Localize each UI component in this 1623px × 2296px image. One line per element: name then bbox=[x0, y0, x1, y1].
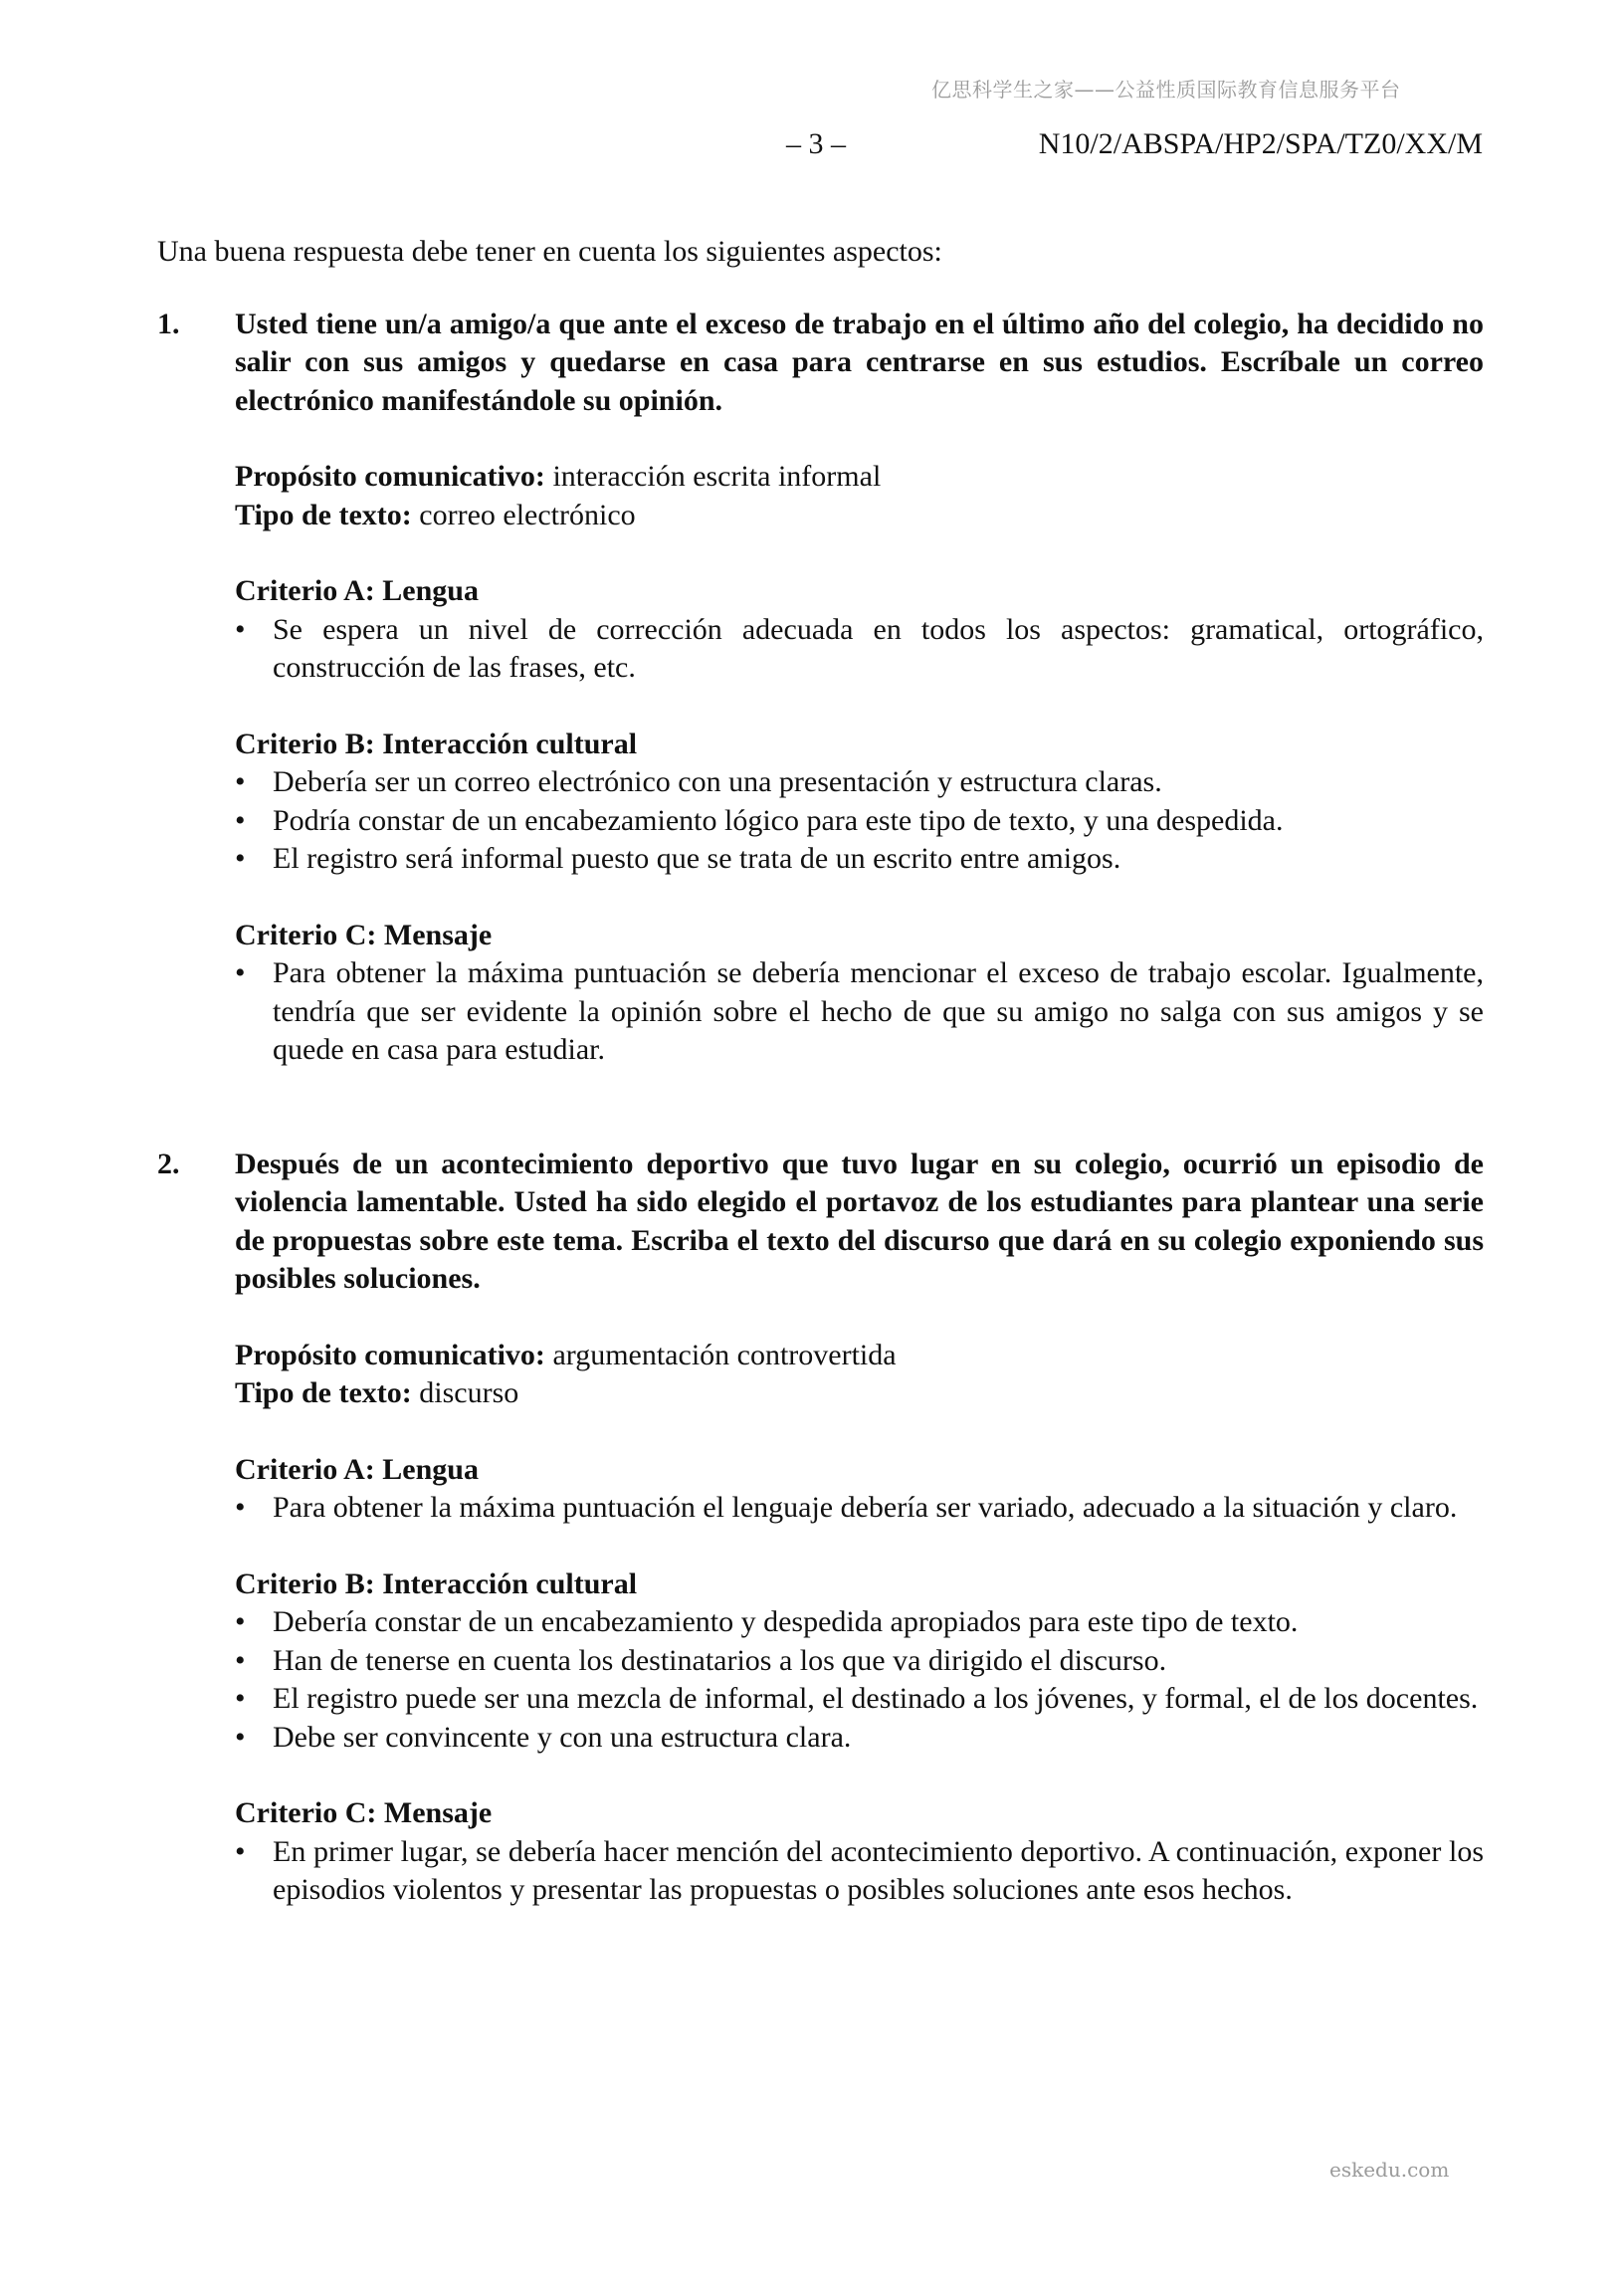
bullet-text: Para obtener la máxima puntuación se debería mencionar el exceso de trabajo escolar. Igualmente, tendría que ser evidente la opinión sobre el hecho de que su amigo no salga con sus amigos y se quede en casa para estudiar. bbox=[273, 956, 1484, 1066]
question-1 bbox=[157, 306, 1484, 1108]
question-prompt: Después de un acontecimiento deportivo que tuvo lugar en su colegio, ocurrió un episodio de violencia lamentable. Usted ha sido elegido el portavoz de los estudiantes para plantear una serie de propuestas sobre este tema. Escriba el texto del discurso que dará en su colegio exponiendo sus posibles soluciones. bbox=[235, 1147, 1484, 1295]
document-code: N10/2/ABSPA/HP2/SPA/TZ0/XX/M bbox=[1038, 127, 1483, 160]
bullet-item bbox=[235, 611, 1484, 688]
bullet-text: En primer lugar, se debería hacer mención del acontecimiento deportivo. A continuación, exponer los episodios violentos y presentar las propuestas o posibles soluciones ante esos hechos. bbox=[273, 1834, 1484, 1906]
bullet-icon: • bbox=[235, 803, 246, 837]
bullet-item bbox=[235, 1603, 1484, 1642]
criterion-title: Criterio A: Lengua bbox=[235, 574, 479, 607]
bullet-icon: • bbox=[235, 612, 246, 646]
bullet-item bbox=[235, 1489, 1484, 1528]
bullet-item bbox=[235, 1719, 1484, 1758]
markscheme-content bbox=[157, 233, 1484, 1948]
criterion-b bbox=[235, 726, 1484, 879]
text-type-label: Tipo de texto: bbox=[235, 498, 412, 531]
watermark-bottom: eskedu.com bbox=[1329, 2158, 1450, 2182]
purpose-line bbox=[235, 458, 1484, 497]
criterion-title: Criterio B: Interacción cultural bbox=[235, 1566, 638, 1600]
bullet-text: Para obtener la máxima puntuación el lenguaje debería ser variado, adecuado a la situación y claro. bbox=[273, 1491, 1458, 1524]
criterion-title: Criterio C: Mensaje bbox=[235, 918, 493, 951]
purpose-value: interacción escrita informal bbox=[544, 460, 882, 493]
criterion-c bbox=[235, 917, 1484, 1070]
bullet-item bbox=[235, 954, 1484, 1070]
bullet-text: Debe ser convincente y con una estructura clara. bbox=[273, 1720, 852, 1754]
criterion-bullets bbox=[235, 763, 1484, 879]
bullet-item bbox=[235, 763, 1484, 802]
criterion-c bbox=[235, 1794, 1484, 1910]
bullet-text: Han de tenerse en cuenta los destinatarios a los que va dirigido el discurso. bbox=[273, 1643, 1167, 1677]
bullet-icon: • bbox=[235, 1491, 246, 1524]
criterion-title: Criterio B: Interacción cultural bbox=[235, 727, 638, 760]
criterion-bullets bbox=[235, 1603, 1484, 1757]
criterion-a bbox=[235, 572, 1484, 688]
question-number: 1. bbox=[157, 307, 180, 340]
bullet-icon: • bbox=[235, 842, 246, 875]
purpose-label: Propósito comunicativo: bbox=[235, 1338, 545, 1371]
bullet-text: Se espera un nivel de corrección adecuada en todos los aspectos: gramatical, ortográfico, construcción de las frases, etc. bbox=[273, 612, 1484, 684]
text-type-line bbox=[235, 1374, 1484, 1413]
bullet-icon: • bbox=[235, 1643, 246, 1677]
bullet-icon: • bbox=[235, 1720, 246, 1754]
page-number: – 3 – bbox=[786, 127, 846, 160]
purpose-line bbox=[235, 1337, 1484, 1375]
purpose-value: argumentación controvertida bbox=[544, 1338, 897, 1371]
criterion-a bbox=[235, 1451, 1484, 1528]
question-spacer bbox=[157, 1108, 1484, 1146]
question-prompt: Usted tiene un/a amigo/a que ante el exceso de trabajo en el último año del colegio, ha decidido no salir con sus amigos y quedarse en casa para centrarse en sus estudios. Escríbale un correo electrónico manifestándole su opinión. bbox=[235, 307, 1484, 417]
bullet-item bbox=[235, 1642, 1484, 1681]
question-number: 2. bbox=[157, 1147, 180, 1180]
bullet-icon: • bbox=[235, 1682, 246, 1715]
purpose-label: Propósito comunicativo: bbox=[235, 460, 545, 493]
bullet-icon: • bbox=[235, 1605, 246, 1638]
bullet-text: El registro será informal puesto que se trata de un escrito entre amigos. bbox=[273, 842, 1121, 875]
criterion-bullets bbox=[235, 611, 1484, 688]
bullet-text: Debería constar de un encabezamiento y despedida apropiados para este tipo de texto. bbox=[273, 1605, 1299, 1638]
text-type-value: discurso bbox=[411, 1376, 519, 1409]
question-meta bbox=[235, 458, 1484, 534]
watermark-top: 亿思科学生之家——公益性质国际教育信息服务平台 bbox=[931, 78, 1401, 102]
bullet-item bbox=[235, 1833, 1484, 1910]
question-body bbox=[235, 1146, 1484, 1948]
bullet-icon: • bbox=[235, 1834, 246, 1868]
criterion-title: Criterio A: Lengua bbox=[235, 1452, 479, 1486]
criterion-bullets bbox=[235, 954, 1484, 1070]
text-type-label: Tipo de texto: bbox=[235, 1376, 412, 1409]
bullet-icon: • bbox=[235, 765, 246, 798]
question-2 bbox=[157, 1146, 1484, 1948]
criterion-bullets bbox=[235, 1833, 1484, 1910]
question-body bbox=[235, 306, 1484, 1108]
bullet-text: Debería ser un correo electrónico con una presentación y estructura claras. bbox=[273, 765, 1162, 798]
bullet-item bbox=[235, 802, 1484, 841]
bullet-text: El registro puede ser una mezcla de informal, el destinado a los jóvenes, y formal, el de los docentes. bbox=[273, 1682, 1479, 1715]
text-type-value: correo electrónico bbox=[411, 498, 636, 531]
bullet-item bbox=[235, 840, 1484, 879]
criterion-bullets bbox=[235, 1489, 1484, 1528]
page-header bbox=[786, 127, 1483, 161]
question-meta bbox=[235, 1337, 1484, 1413]
bullet-icon: • bbox=[235, 956, 246, 989]
criterion-b bbox=[235, 1565, 1484, 1758]
bullet-item bbox=[235, 1680, 1484, 1719]
criterion-title: Criterio C: Mensaje bbox=[235, 1796, 493, 1829]
intro-text: Una buena respuesta debe tener en cuenta los siguientes aspectos: bbox=[157, 235, 942, 268]
text-type-line bbox=[235, 497, 1484, 535]
bullet-text: Podría constar de un encabezamiento lógico para este tipo de texto, y una despedida. bbox=[273, 803, 1284, 837]
